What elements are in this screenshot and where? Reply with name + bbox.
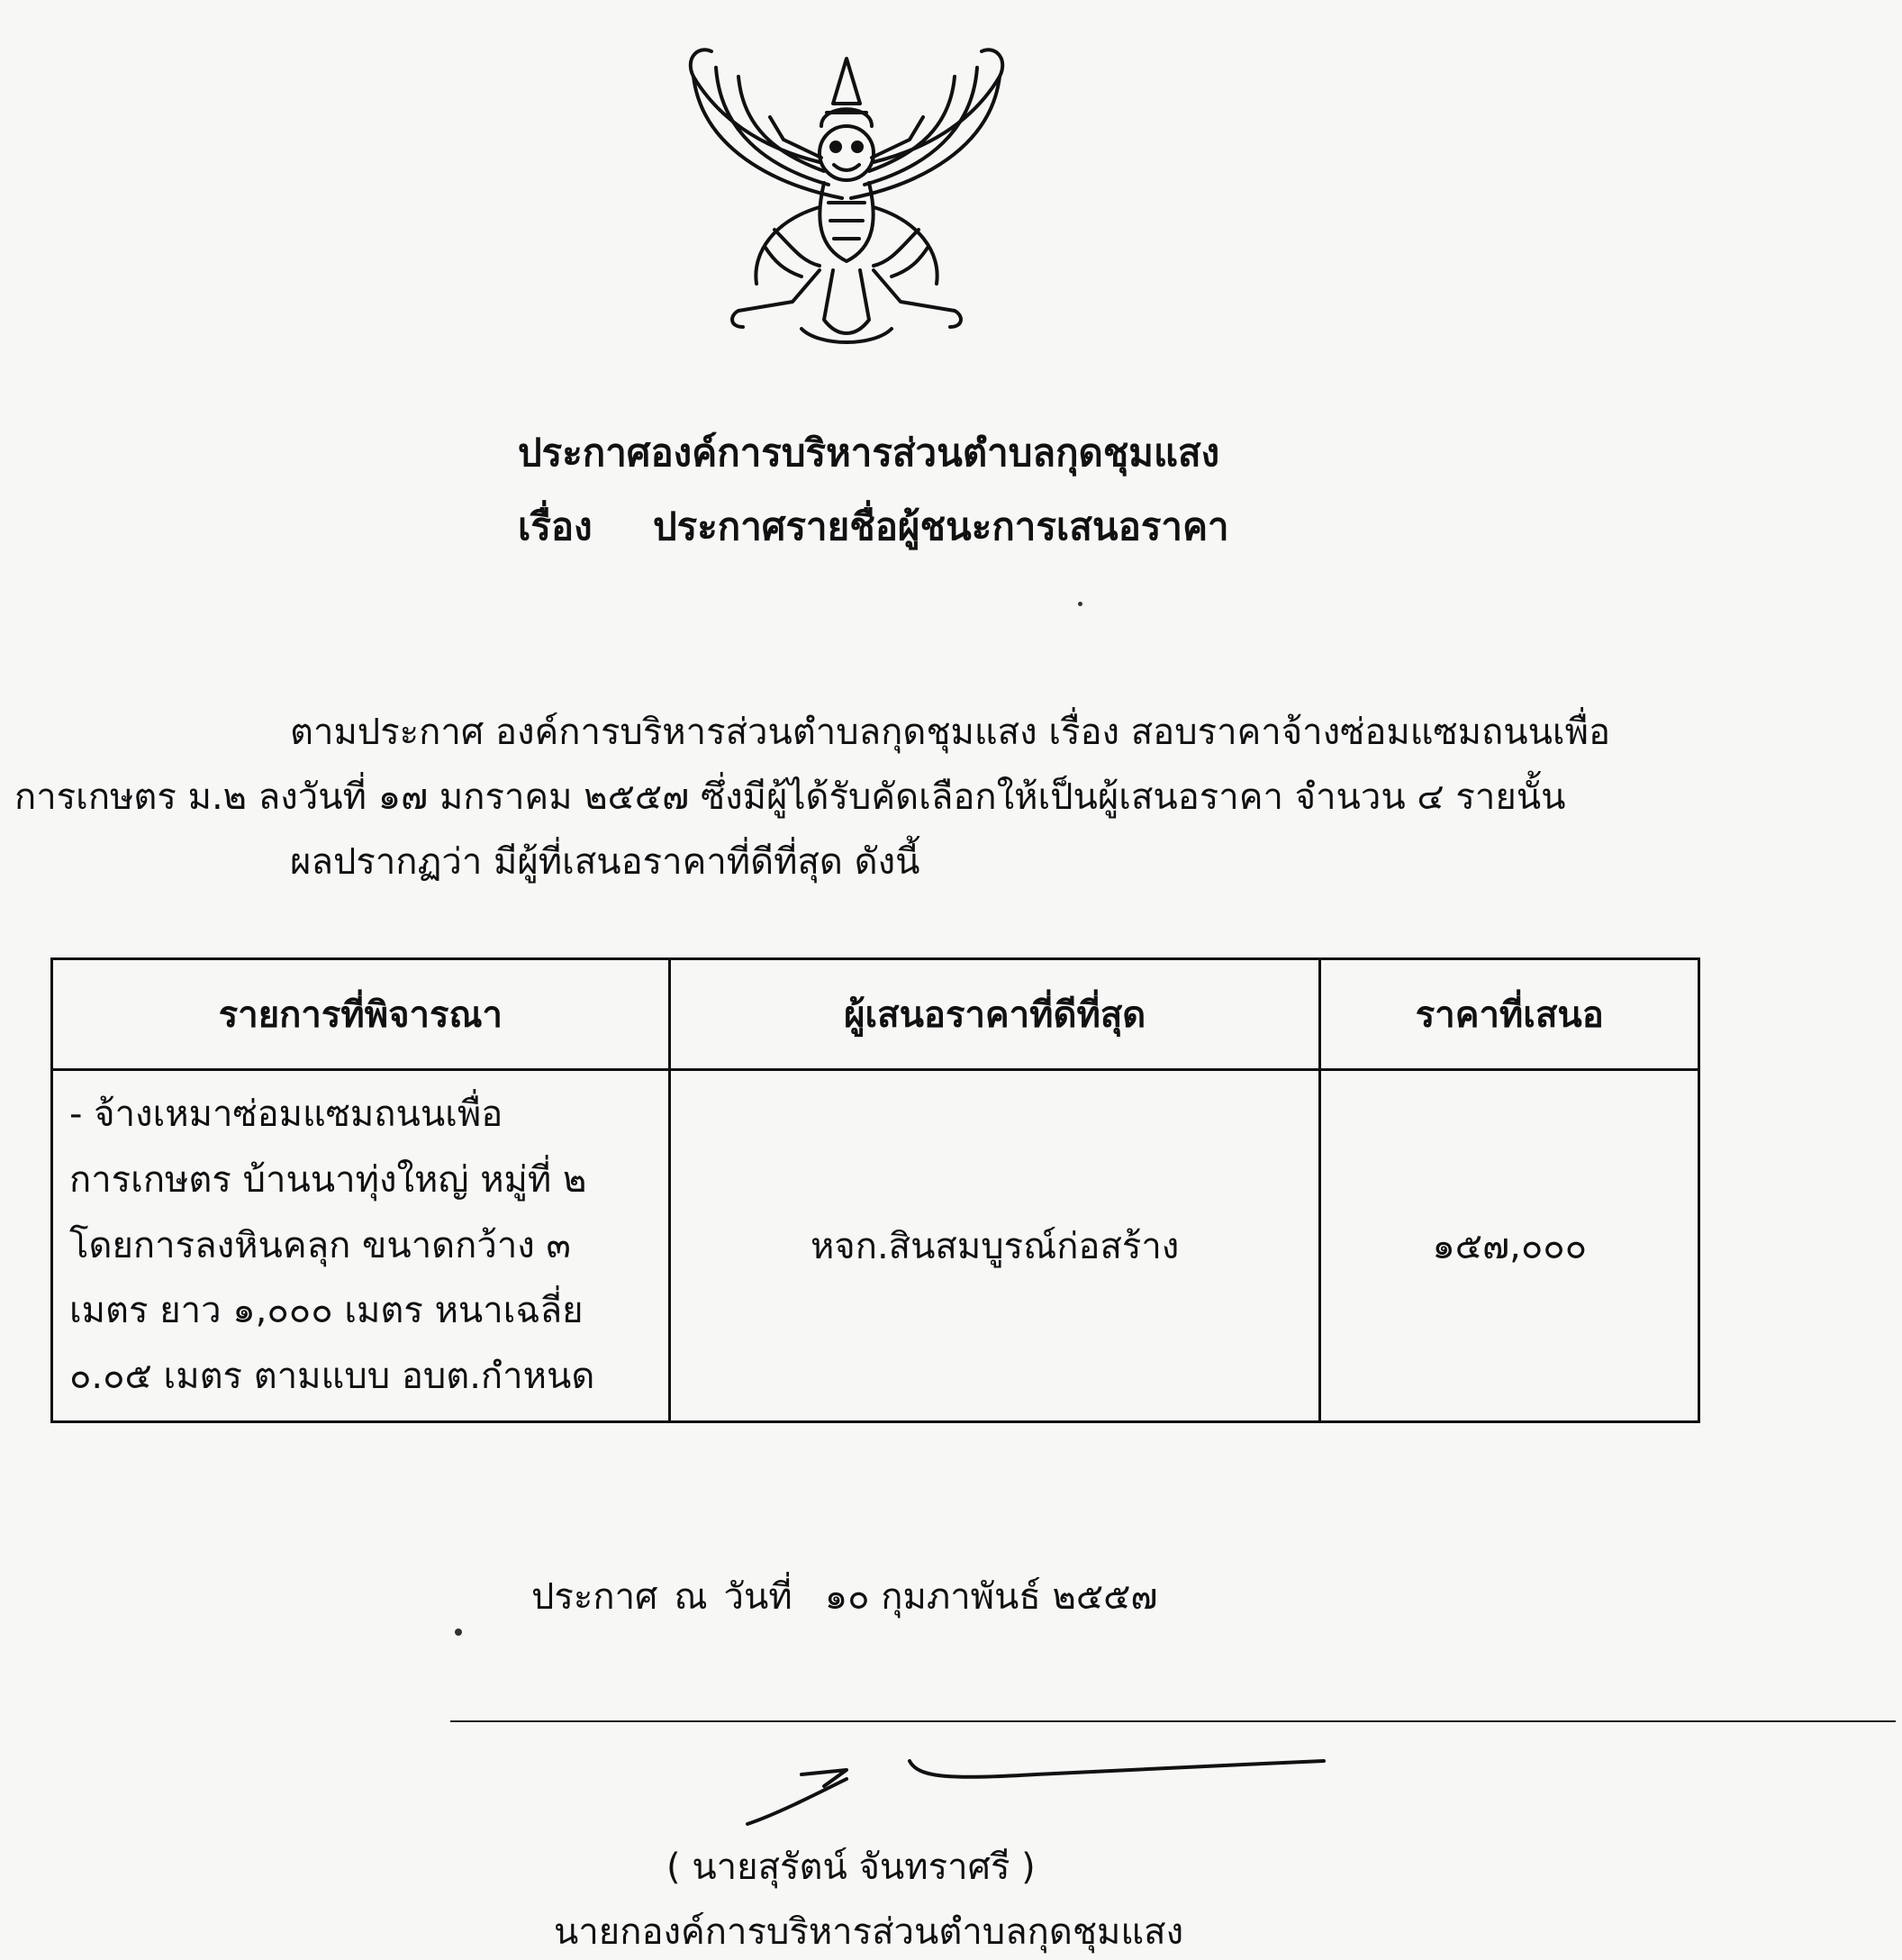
signature-rule <box>450 1720 1896 1722</box>
announcement-date-line <box>531 1567 1157 1625</box>
date-prefix: ประกาศ <box>531 1576 658 1618</box>
item-line: เมตร ยาว ๑,๐๐๐ เมตร หนาเฉลี่ย <box>69 1290 584 1332</box>
item-line: โดยการลงหินคลุก ขนาดกว้าง ๓ <box>69 1224 571 1266</box>
signer-position: นายกองค์การบริหารส่วนตำบลกุดชุมแสง <box>554 1911 1184 1953</box>
announcement-title: ประกาศองค์การบริหารส่วนตำบลกุดชุมแสง <box>518 431 1220 475</box>
header-bidder: ผู้เสนอราคาที่ดีที่สุด <box>669 959 1320 1070</box>
item-cell <box>52 1070 670 1422</box>
item-line: - จ้างเหมาซ่อมแซมถนนเพื่อ <box>69 1093 503 1135</box>
body-line-1: ตามประกาศ องค์การบริหารส่วนตำบลกุดชุมแสง เรื่อง สอบราคาจ้างซ่อมแซมถนนเพื่อ <box>290 712 1610 753</box>
subject-label: เรื่อง <box>518 504 593 549</box>
results-table <box>50 957 1700 1423</box>
body-line-3: ผลปรากฏว่า มีผู้ที่เสนอราคาที่ดีที่สุด ดังนี้ <box>290 841 920 883</box>
header-price: ราคาที่เสนอ <box>1320 959 1699 1070</box>
date-label: วันที่ <box>723 1576 792 1618</box>
subject-text: ประกาศรายชื่อผู้ชนะการเสนอราคา <box>653 504 1229 549</box>
item-line: การเกษตร บ้านนาทุ่งใหญ่ หมู่ที่ ๒ <box>69 1158 587 1201</box>
item-line: ๐.๐๕ เมตร ตามแบบ อบต.กำหนด <box>69 1356 595 1398</box>
table-header-row <box>52 959 1699 1070</box>
body-line-2: การเกษตร ม.๒ ลงวันที่ ๑๗ มกราคม ๒๕๕๗ ซึ่งมีผู้ได้รับคัดเลือกให้เป็นผู้เสนอราคา จำนวน ๔ รายนั้น <box>14 776 1566 818</box>
date-at: ณ <box>674 1576 708 1618</box>
bidder-cell: หจก.สินสมบูรณ์ก่อสร้าง <box>669 1070 1320 1422</box>
garuda-emblem-icon <box>666 41 1027 351</box>
header-item: รายการที่พิจารณา <box>52 959 670 1070</box>
date-value: ๑๐ กุมภาพันธ์ ๒๕๕๗ <box>824 1576 1158 1618</box>
price-cell: ๑๕๗,๐๐๐ <box>1320 1070 1699 1422</box>
scan-speck <box>1078 602 1082 606</box>
handwritten-signature <box>738 1752 1333 1833</box>
announcement-subject <box>518 497 1229 557</box>
table-row <box>52 1070 1699 1422</box>
signer-name: ( นายสุรัตน์ จันทราศรี ) <box>666 1847 1036 1888</box>
scan-speck <box>455 1629 462 1636</box>
